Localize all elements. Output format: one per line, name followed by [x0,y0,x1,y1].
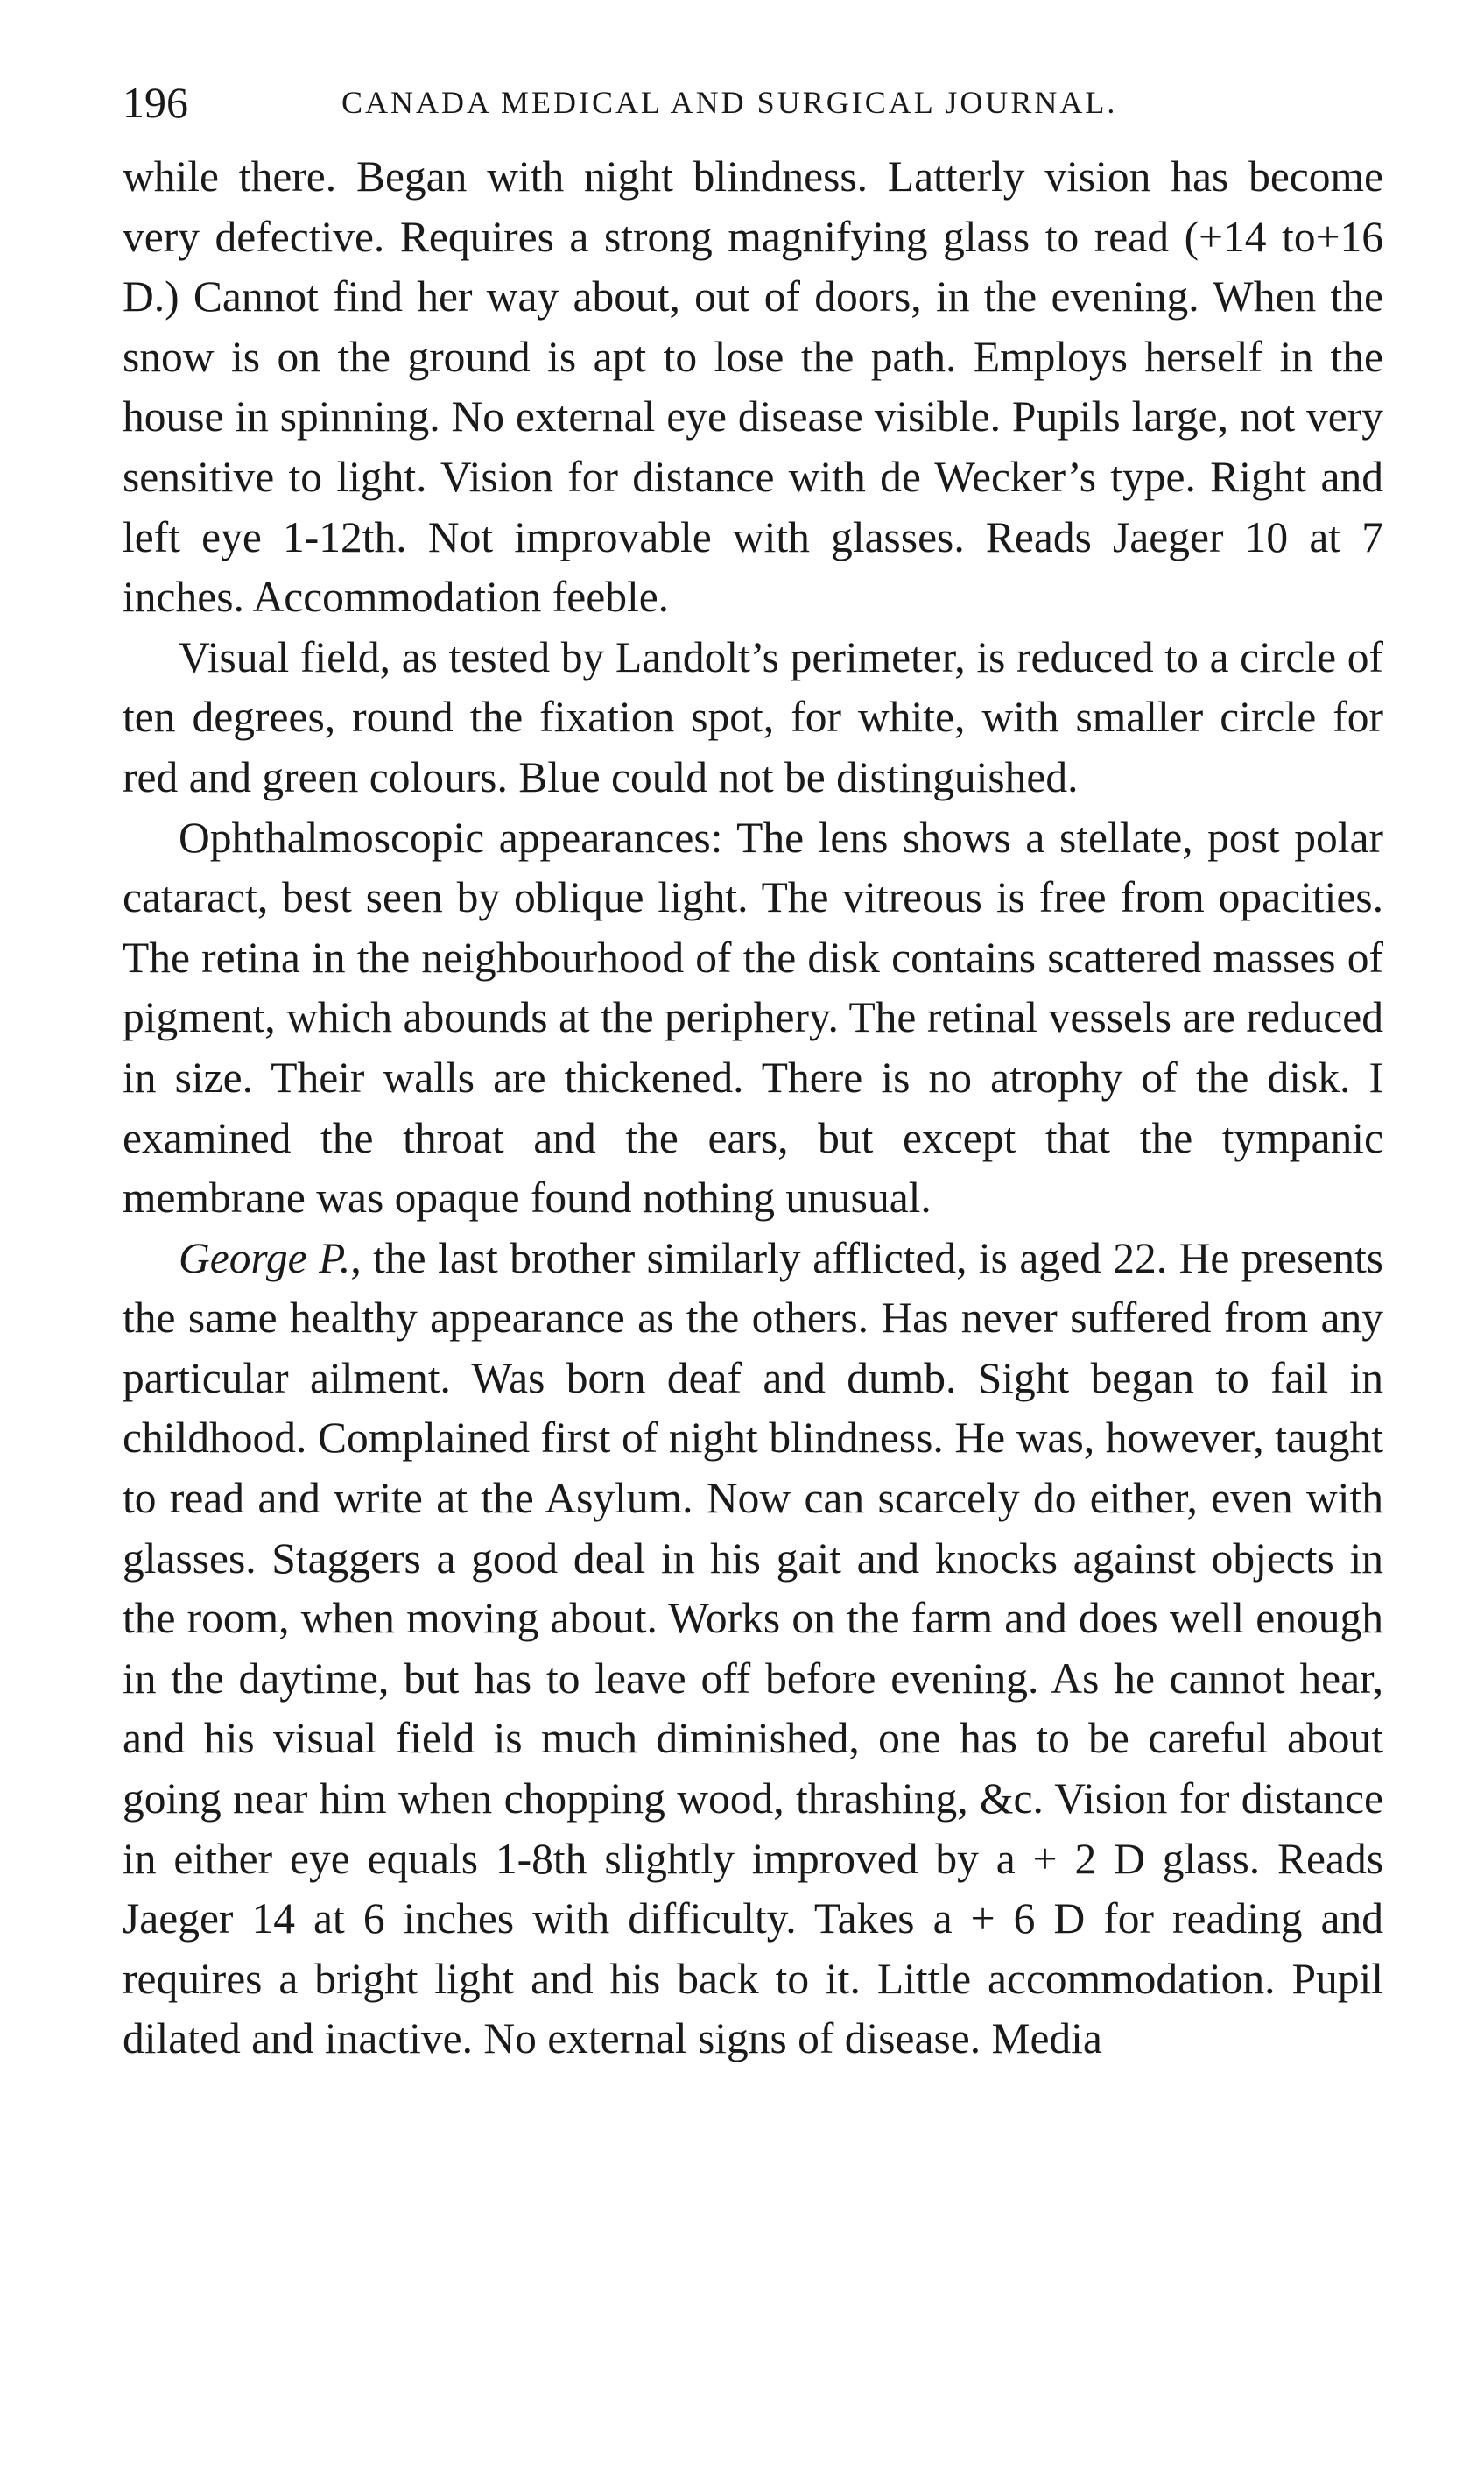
paragraph-text: while there. Began with night blindness. Latterly vision has become very defective. Requires a strong magnifying glass to read (+14 to+16 D.) Cannot find her way about, out of doors, in the evening. When the snow is on the ground is apt to lose the path. Employs herself in the house in spinning. No external eye disease visible. Pupils large, not very sensitive to light. Vision for distance with de Wecker’s type. Right and left eye 1-12th. Not improvable with glasses. Reads Jaeger 10 at 7 inches. Accommodation feeble. [123,152,1383,622]
case-name: George P. [179,1233,351,1282]
page-number: 196 [123,78,188,127]
paragraph-text: Ophthalmoscopic appearances: The lens shows a stellate, post polar cataract, best seen by oblique light. The vitreous is free from opacities. The retina in the neighbourhood of the disk contains scattered masses of pigment, which abounds at the periphery. The retinal vessels are reduced in size. Their walls are thickened. There is no atrophy of the disk. I examined the throat and the ears, but except that the tympanic membrane was opaque found nothing unusual. [123,813,1383,1223]
paragraph-text: , the last brother similarly afflicted, is aged 22. He presents the same healthy appearance as the others. Has never suffered from any particular ailment. Was born deaf and dumb. Sight began to fail in childhood. Complained first of night blindness. He was, however, taught to read and write at the Asylum. Now can scarcely do either, even with glasses. Staggers a good deal in his gait and knocks against objects in the room, when moving about. Works on the farm and does well enough in the daytime, but has to leave off before evening. As he cannot hear, and his visual field is much diminished, one has to be careful about going near him when chopping wood, thrashing, &c. Vision for distance in either eye equals 1-8th slightly improved by a + 2 D glass. Reads Jaeger 14 at 6 inches with difficulty. Takes a + 6 D for reading and requires a bright light and his back to it. Little accommodation. Pupil dilated and inactive. No external signs of disease. Media [123,1233,1383,2063]
page-header [123,72,1366,133]
paragraph-george-p [123,1229,1383,2070]
article-body [123,147,1383,2070]
paragraph-text: Visual field, as tested by Landolt’s perimeter, is reduced to a circle of ten degrees, round the fixation spot, for white, with smaller circle for red and green colours. Blue could not be distinguished. [123,632,1383,801]
paragraph-continuation [123,147,1383,628]
running-head: CANADA MEDICAL AND SURGICAL JOURNAL. [341,85,1118,120]
paragraph-ophthalmoscopic [123,808,1383,1229]
paragraph-visual-field [123,628,1383,808]
